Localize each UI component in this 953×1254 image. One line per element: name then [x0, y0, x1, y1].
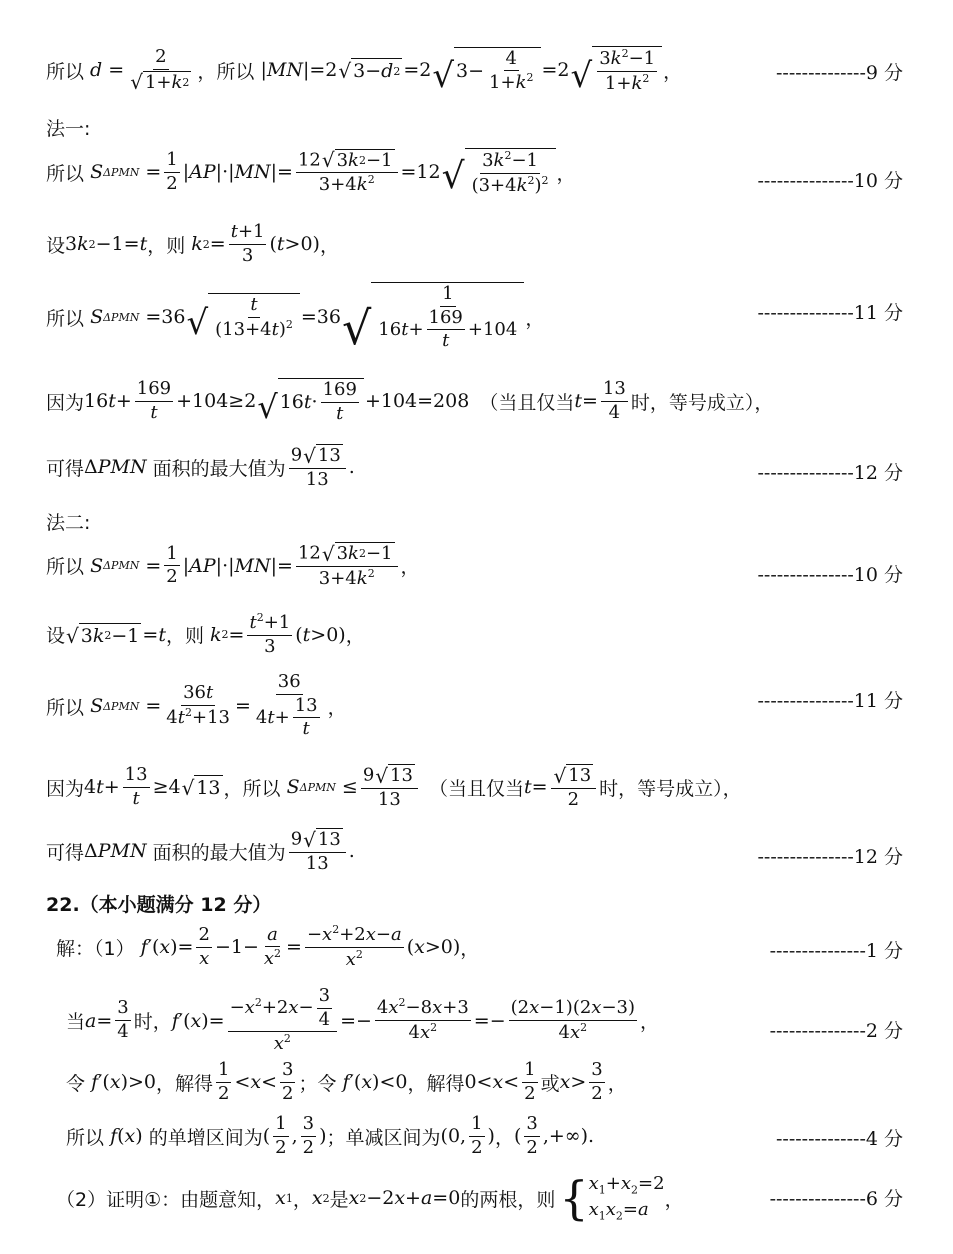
- score-mark: ---------------11 分: [757, 690, 903, 712]
- line-15: 解：（1） f ′( x )= $\frac{2}{x}$ −1− $\frac{a}{x^2}$ = $\frac{-x^2+2x-a}{x^2}$ ( x >0) ，: [56, 923, 480, 970]
- score-mark: ---------------6 分: [769, 1188, 903, 1210]
- line-1: 所以 d = 2 √ 1+ k 2 ，所以 | MN |=2 √ 3− d 2 =2 √ 3− $\frac{4}{1+k^2}$ =2 √ $\frac{3k^2-1}{1+k^2}$ ，: [46, 46, 683, 97]
- line-6: 因为 16 t + $\frac{169}{t}$ +104≥2 √ 16 t · $\frac{169}{t}$ +104=208 （当且仅当 t = $\frac{13}{4}$ 时，等号成立），: [46, 378, 774, 427]
- method-two-heading: 法二:: [46, 512, 91, 534]
- question-22-heading: 22.（本小题满分 12 分）: [46, 894, 272, 916]
- line-16: 当 a = $\frac{3}{4}$ 时， f ′( x )= $-x^2+2x-$ $\frac{3}{4}$ $x^2$ =− $\frac{4x^2-8x+3}{4x^2}$ =− $\frac{(2x-1)(2x-3)}{4x^2}$ ，: [66, 985, 660, 1055]
- line-17: 令 f ′( x )>0 ，解得 $\frac{1}{2}$ < x < $\frac{3}{2}$ ；令 f ′( x )<0 ，解得 0< x < $\frac{1}{2}$ 或 x > $\frac{3}{2}$ ，: [66, 1059, 627, 1104]
- equation-system: { $x_1+x_2=2$ $x_1x_2=a$: [559, 1171, 665, 1226]
- score-mark: ---------------2 分: [769, 1020, 903, 1042]
- line-11: 所以 S ΔPMN = $\frac{36t}{4t^2+13}$ = 36 4t+ $\frac{13}{t}$ ，: [46, 671, 347, 740]
- line-13: 可得 Δ PMN 面积的最大值为 9 √ 13 13 .: [46, 827, 355, 874]
- line-3: 所以 S ΔPMN = $\frac{1}{2}$ | AP |·| MN |= 12 √ 3 k 2 −1 $3+4k^2$ =12 √ $\frac{3k^2-1}{(3+4k^2)^2}$ ，: [46, 148, 576, 198]
- line-12: 因为 4 t + $\frac{13}{t}$ ≥4 √ 13 ，所以 S ΔPMN ≤ 9 √ 13 13 （当且仅当 t = √ 13 2 时，等号成立），: [46, 763, 742, 810]
- score-mark: --------------4 分: [775, 1128, 903, 1150]
- method-one-heading: 法一:: [46, 118, 91, 140]
- line-18: 所以 f ( x ) 的单增区间为 ( $\frac{1}{2}$ , $\frac{3}{2}$ ) ；单减区间为 (0, $\frac{1}{2}$ ) ， ( $\frac{3}{2}$ ,+∞) .: [66, 1113, 595, 1158]
- line-5: 所以 S ΔPMN =36 √ $\frac{t}{(13+4t)^2}$ =36 √ 1 16t+ $\frac{169}{t}$ +104 ，: [46, 283, 545, 356]
- line-9: 所以 S ΔPMN = $\frac{1}{2}$ | AP |·| MN |= 12 √ 3 k 2 −1 $3+4k^2$ ，: [46, 541, 420, 589]
- line-4: 设 3 k 2 −1= t ，则 k 2 = $\frac{t+1}{3}$ ( t >0) ，: [46, 221, 339, 266]
- line-10: 设 √ 3 k 2 −1 = t ，则 k 2 = $\frac{t^2+1}{3}$ ( t >0) ，: [46, 611, 365, 657]
- line-7: 可得 Δ PMN 面积的最大值为 9 √ 13 13 .: [46, 443, 355, 490]
- score-mark: ---------------10 分: [757, 170, 903, 192]
- score-mark: ---------------11 分: [757, 302, 903, 324]
- score-mark: ---------------10 分: [757, 564, 903, 586]
- score-mark: ---------------12 分: [757, 846, 903, 868]
- fraction: 2 √ 1+ k 2: [130, 46, 190, 95]
- score-mark: --------------9 分: [775, 62, 903, 84]
- score-mark: ---------------1 分: [769, 940, 903, 962]
- score-mark: ---------------12 分: [757, 462, 903, 484]
- line-19: （2）证明①：由题意知， x 1 ， x 2 是 x 2 −2 x + a =0 的两根，则 { $x_1+x_2=2$ $x_1x_2=a$ ，: [56, 1171, 684, 1226]
